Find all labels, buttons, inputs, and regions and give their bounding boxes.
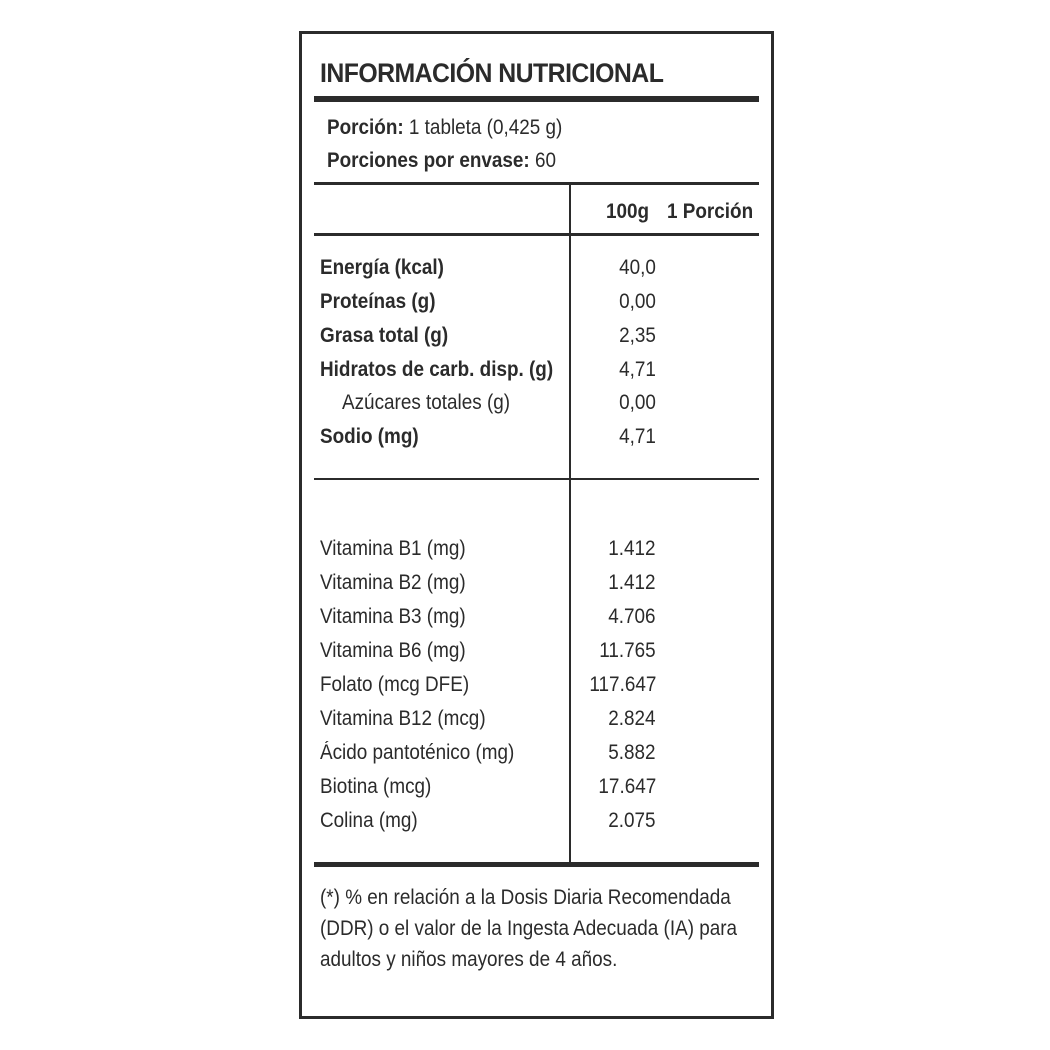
nutrient-label: Grasa total (g) [320,324,449,347]
section-divider [314,478,759,480]
header-divider [314,233,759,236]
servings-label: Porciones por envase: [327,149,530,172]
panel-title: INFORMACIÓN NUTRICIONAL [320,58,664,88]
nutrient-label: Sodio (mg) [320,425,419,448]
nutrient-value: 4,71 [619,358,656,381]
vitamin-value: 2.824 [608,707,656,730]
portion-row [327,116,562,140]
vitamin-value: 1.412 [608,571,656,594]
vitamin-label: Vitamina B6 (mg) [320,639,466,662]
servings-value: 60 [534,149,557,172]
nutrient-label: Hidratos de carb. disp. (g) [320,358,554,381]
vitamin-label: Folato (mcg DFE) [320,673,470,696]
portion-label: Porción: [327,116,404,139]
vitamin-label: Vitamina B2 (mg) [320,571,466,594]
nutrient-value: 4,71 [619,425,656,448]
nutrient-value: 2,35 [619,324,656,347]
vitamin-value: 17.647 [598,775,656,798]
vitamin-label: Biotina (mcg) [320,775,432,798]
nutrient-label: Energía (kcal) [320,256,444,279]
vitamin-value: 2.075 [608,809,656,832]
footnote: (*) % en relación a la Dosis Diaria Recomendada (DDR) o el valor de la Ingesta Adecuada (IA) para adultos y niños mayores de 4 años. [320,886,738,971]
nutrition-facts-panel [299,31,774,1019]
nutrient-value: 0,00 [619,290,656,313]
vitamin-value: 117.647 [589,673,656,696]
vitamin-label: Vitamina B12 (mcg) [320,707,486,730]
portion-value: 1 tableta (0,425 g) [408,116,563,139]
serving-divider [314,182,759,185]
column-divider [569,185,571,862]
vitamin-value: 5.882 [608,741,656,764]
nutrient-value: 0,00 [619,391,656,414]
vitamin-value: 11.765 [599,639,656,662]
vitamin-label: Vitamina B1 (mg) [320,537,466,560]
vitamin-value: 1.412 [608,537,656,560]
column-header-100g: 100g [606,200,650,223]
title-divider [314,96,759,102]
bottom-divider [314,862,759,867]
vitamin-value: 4.706 [608,605,656,628]
nutrient-label: Proteínas (g) [320,290,436,313]
column-header-portion: 1 Porción [667,200,754,223]
vitamin-label: Ácido pantoténico (mg) [320,741,515,764]
nutrient-label: Azúcares totales (g) [342,391,511,414]
servings-row [327,149,556,173]
vitamin-label: Colina (mg) [320,809,418,832]
nutrient-value: 40,0 [619,256,656,279]
vitamin-label: Vitamina B3 (mg) [320,605,466,628]
